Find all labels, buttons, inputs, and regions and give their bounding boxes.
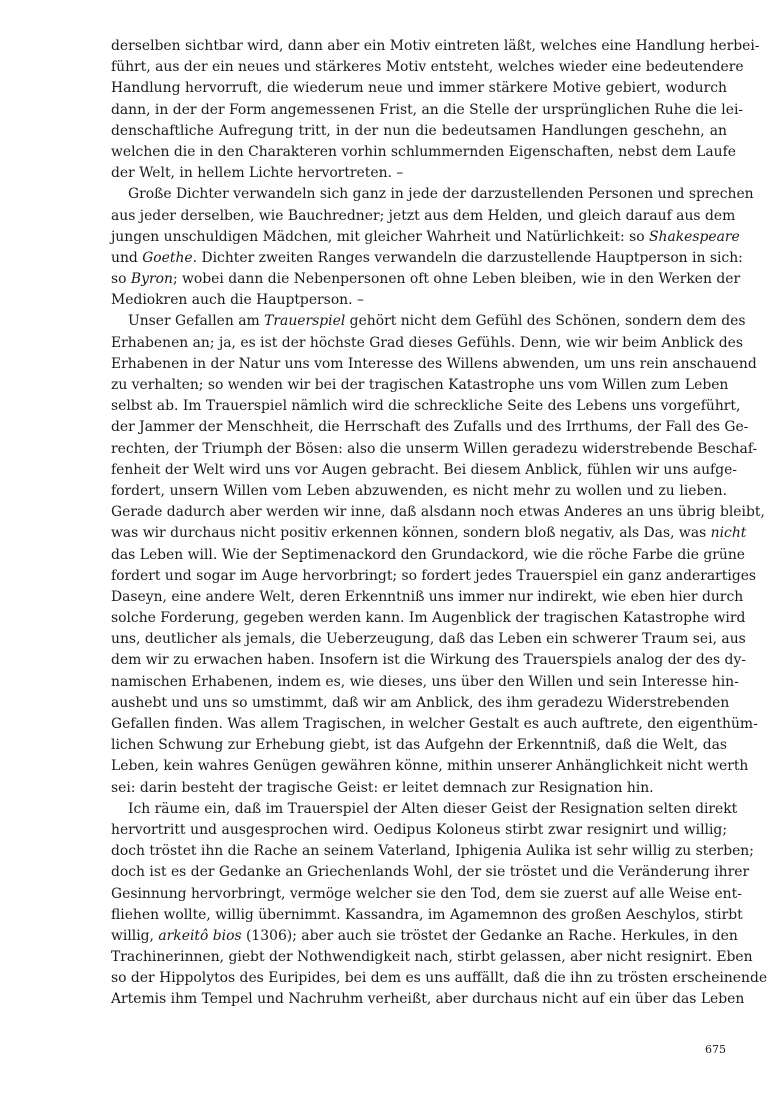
text-segment: Gefallen finden. Was allem Tragischen, in welcher Gestalt es auch auftrete, den eigenthüm- [111,716,758,732]
text-line [111,756,749,777]
text-line [111,587,744,608]
text-line [111,121,727,142]
text-segment: Handlung hervorruft, die wiederum neue und immer stärkere Motive gebiert, wodurch [111,80,727,97]
text-line [111,290,727,311]
text-line [111,502,765,523]
text-segment: solche Forderung, gegeben werden kann. Im Augenblick der tragischen Katastrophe wird [111,610,746,627]
text-line [111,36,760,57]
text-segment: namischen Erhabenen, indem es, wie dieses, uns über den Willen und sein Interesse hin- [111,673,739,690]
text-line [111,417,749,438]
text-segment: Artemis ihm Tempel und Nachruhm verheißt, aber durchaus nicht auf ein über das Leben [111,991,745,1008]
italic-text: Shakespeare [648,228,740,245]
page-number: 675 [705,1043,726,1056]
text-line [111,735,727,756]
text-segment: Erhabenen in der Natur uns vom Interesse des Willens abwenden, um uns rein anschauend [111,355,757,372]
text-segment: fliehen wollte, willig übernimmt. Kassandra, im Agamemnon des großen Aeschylos, stirbt [111,906,743,923]
text-segment: Trachinerinnen, giebt der Nothwendigkeit nach, stirbt gelassen, aber nicht resignirt. Eben [111,949,753,966]
italic-text: Goethe. [142,249,198,266]
text-segment: lichen Schwung zur Erhebung giebt, ist das Aufgehn der Erkenntniß, daß die Welt, das [111,737,727,754]
text-line [111,608,746,629]
text-segment: gehört nicht dem Gefühl des Schönen, sondern dem des [345,313,746,330]
text-segment: selbst ab. Im Trauerspiel nämlich wird die schreckliche Seite des Lebens uns vorgeführt, [111,398,741,415]
text-line [111,862,750,883]
text-segment: führt, aus der ein neues und stärkeres Motiv entsteht, welches wieder eine bedeutendere [111,59,744,76]
text-line [111,989,745,1010]
text-line [111,460,738,481]
text-line [111,905,743,926]
text-line [111,375,727,396]
text-segment: dem wir zu erwachen haben. Insofern ist die Wirkung des Trauerspiels analog der des dy- [111,652,746,669]
paragraph [111,184,754,311]
text-segment: dann, in der der Form angemessenen Frist, an die Stelle der ursprünglichen Ruhe die lei- [111,101,744,118]
text-segment: sei: darin besteht der tragische Geist: er leitet demnach zur Resignation hin. [111,779,654,796]
text-line [111,926,738,947]
text-line [111,523,747,544]
text-segment: denschaftliche Aufregung tritt, in der nun die bedeutsamen Handlungen geschehn, an [111,122,727,139]
text-line [111,100,744,121]
text-segment: so [111,271,131,288]
text-line [111,248,743,269]
text-line [111,884,742,905]
paragraph [111,311,765,798]
text-segment: Gerade dadurch aber werden wir inne, daß alsdann noch etwas Anderes an uns übrig bleibt, [111,504,765,521]
text-line [111,566,757,587]
text-line [111,439,758,460]
text-segment: willig, [111,927,159,944]
text-line [111,947,753,968]
text-segment: hervortritt und ausgesprochen wird. Oedipus Koloneus stirbt zwar resignirt und willig; [111,821,727,838]
text-segment: Große Dichter verwandeln sich ganz in jede der darzustellenden Personen und sprechen [128,186,754,203]
text-segment: fordert, unsern Willen vom Leben abzuwenden, es nicht mehr zu wollen und zu lieben. [111,482,727,499]
text-segment: doch tröstet ihn die Rache an seinem Vaterland, Iphigenia Aulika ist sehr willig zu sterben; [111,843,754,860]
text-line [111,206,736,227]
italic-text: Trauerspiel [264,313,346,330]
text-segment: welchen die in den Charakteren vorhin schlummernden Eigenschaften, nebst dem Laufe [111,143,736,160]
text-line [111,396,741,417]
text-line [111,163,727,184]
italic-text: Byron [130,271,173,288]
text-segment: Mediokren auch die Hauptperson. – [111,292,364,309]
text-segment: zu verhalten; so wenden wir bei der tragischen Katastrophe uns vom Willen zum Leben [111,377,729,393]
text-line [111,354,757,375]
body-text [111,36,768,1011]
text-segment: doch ist es der Gedanke an Griechenlands Wohl, der sie tröstet und die Veränderung ihrer [111,864,750,881]
italic-text: arkeitô bios [158,927,242,944]
text-line [111,545,746,566]
text-segment: Unser Gefallen am [128,313,265,330]
text-line [111,481,727,502]
text-line [111,311,746,332]
text-segment: aushebt und uns so umstimmt, daß wir am Anblick, des ihm geradezu Widerstrebenden [111,694,730,711]
text-segment: und [111,249,143,266]
text-line [111,799,738,820]
text-segment: fordert und sogar im Auge hervorbringt; so fordert jedes Trauerspiel ein ganz anderartiges [111,567,757,584]
text-segment: Leben, kein wahres Genügen gewähren könne, mithin unserer Anhänglichkeit nicht werth [111,758,749,775]
text-segment: aus jeder derselben, wie Bauchredner; jetzt aus dem Helden, und gleich darauf aus dem [111,207,736,224]
text-line [111,142,736,163]
text-segment: so der Hippolytos des Euripides, bei dem es uns auffällt, daß die ihn zu trösten erscheinende [111,970,768,987]
text-line [111,57,744,78]
text-segment: was wir durchaus nicht positiv erkennen können, sondern bloß negativ, als Das, was [111,525,711,542]
text-line [111,227,740,248]
text-segment: der Welt, in hellem Lichte hervortreten. – [111,165,404,182]
text-line [111,269,741,290]
text-segment: Daseyn, eine andere Welt, deren Erkenntniß uns immer nur indirekt, wie eben hier durch [111,588,744,605]
italic-text: nicht [710,525,747,542]
text-segment: ; wobei dann die Nebenpersonen oft ohne Leben bleiben, wie in den Werken der [172,271,741,288]
text-segment: Ich räume ein, daß im Trauerspiel der Alten dieser Geist der Resignation selten direkt [128,800,738,817]
text-line [111,629,746,650]
text-line [111,650,746,671]
paragraph [111,36,760,184]
text-line [111,693,730,714]
paragraph [111,799,768,1011]
text-segment: Gesinnung hervorbringt, vermöge welcher sie den Tod, dem sie zuerst auf alle Weise ent- [111,885,742,902]
text-segment: das Leben will. Wie der Septimenackord den Grundackord, wie die röche Farbe die grüne [111,546,746,563]
text-line [111,968,768,989]
text-line [111,78,727,99]
text-segment: fenheit der Welt wird uns vor Augen gebracht. Bei diesem Anblick, fühlen wir uns aufge- [111,461,738,478]
text-segment: uns, deutlicher als jemals, die Ueberzeugung, daß das Leben ein schwerer Traum sei, aus [111,631,746,648]
text-segment: Dichter zweiten Ranges verwandeln die darzustellende Hauptperson in sich: [197,249,743,266]
text-line [111,820,727,841]
text-line [111,778,727,799]
text-segment: derselben sichtbar wird, dann aber ein Motiv eintreten läßt, welches eine Handlung herbei- [111,38,760,54]
text-segment: Erhabenen an; ja, es ist der höchste Grad dieses Gefühls. Denn, wie wir beim Anblick des [111,334,743,351]
text-segment: (1306); aber auch sie tröstet der Gedanke an Rache. Herkules, in den [241,927,738,944]
text-line [111,714,758,735]
text-segment: der Jammer der Menschheit, die Herrschaft des Zufalls und des Irrthums, der Fall des Ge- [111,419,749,436]
text-line [111,672,739,693]
text-segment: rechten, der Triumph der Bösen: also die unserm Willen geradezu widerstrebende Beschaf- [111,440,758,457]
text-line [111,184,754,205]
text-line [111,333,743,354]
text-line [111,841,754,862]
text-segment: jungen unschuldigen Mädchen, mit gleicher Wahrheit und Natürlichkeit: so [111,228,649,245]
